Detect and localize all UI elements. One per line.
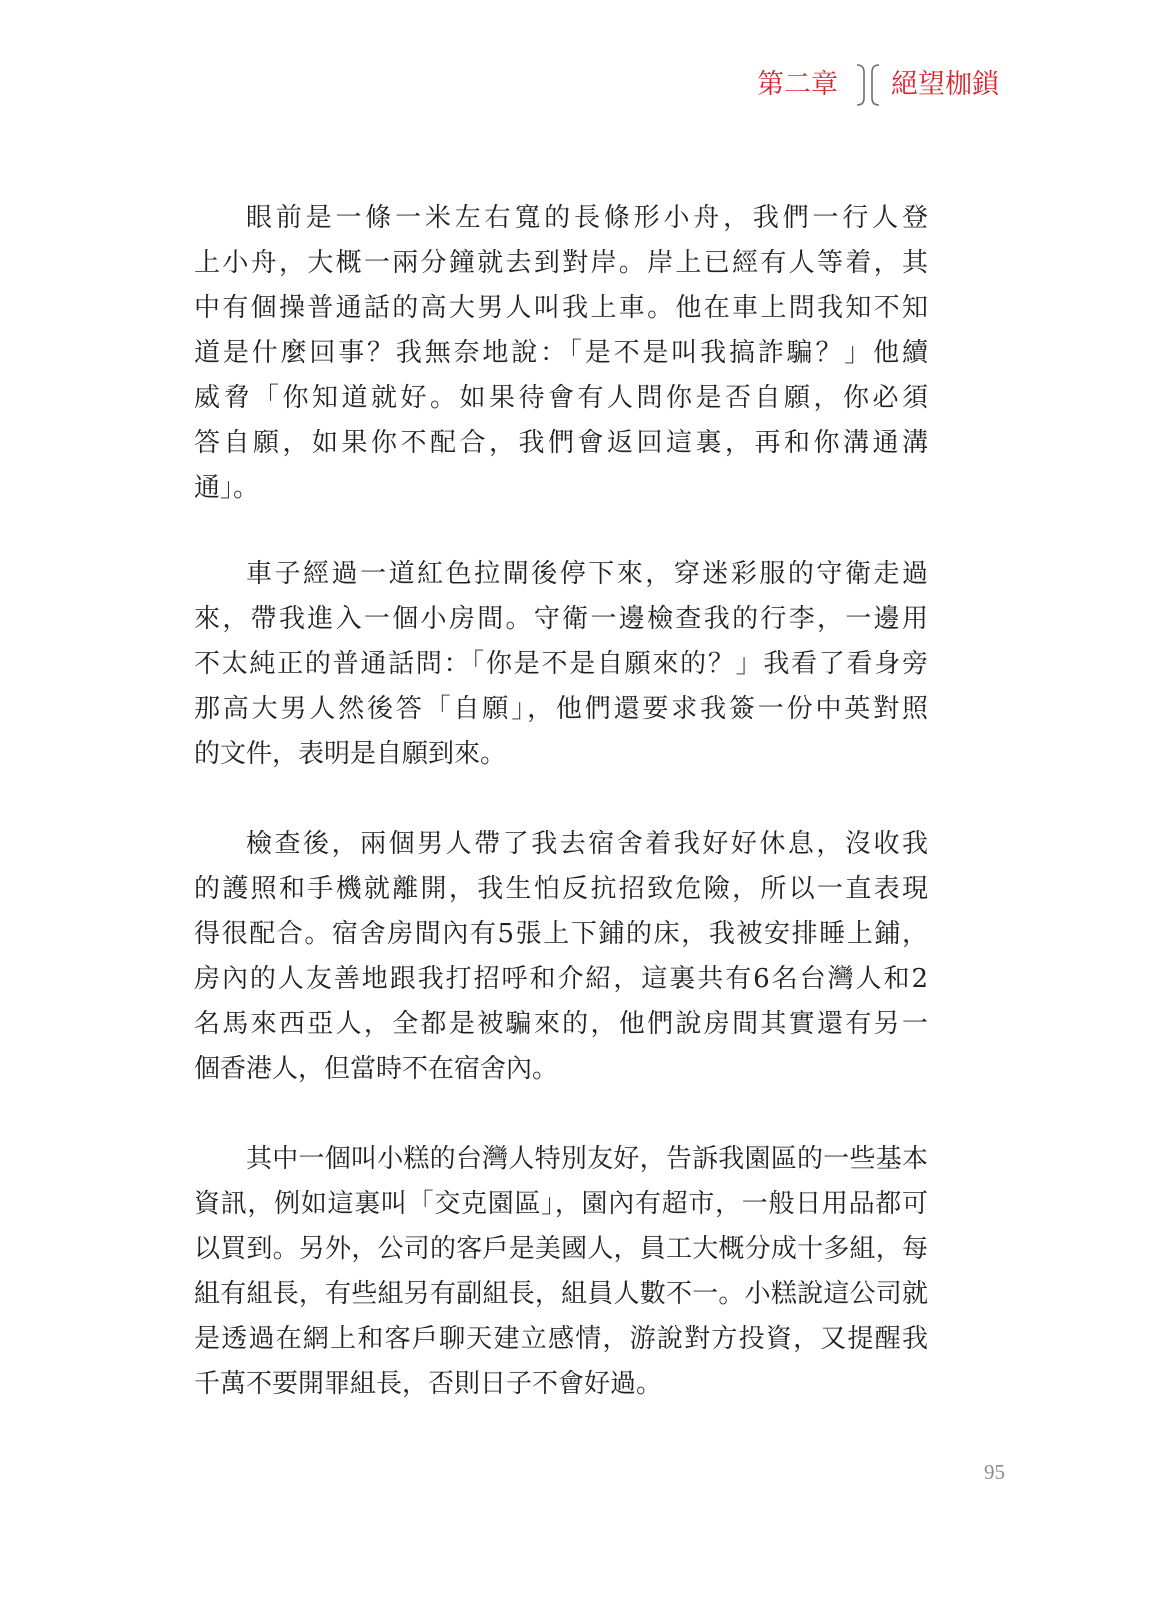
text-line: 那高大男人然後答「自願」，他們還要求我簽一份中英對照 [194,694,928,724]
text-line: 是透過在網上和客戶聊天建立感情，游說對方投資，又提醒我 [194,1324,928,1354]
text-line: 以買到。另外，公司的客戶是美國人，員工大概分成十多組，每 [194,1234,928,1264]
chapter-title: 絕望枷鎖 [891,69,999,100]
text-line: 千萬不要開罪組長，否則日子不會好過。 [194,1369,663,1399]
text-line: 來，帶我進入一個小房間。守衛一邊檢查我的行李，一邊用 [194,604,928,634]
text-line: 組有組長，有些組另有副組長，組員人數不一。小糕說這公司就 [194,1279,928,1309]
paragraph [194,822,928,1092]
text-line: 車子經過一道紅色拉閘後停下來，穿迷彩服的守衛走過 [246,559,928,589]
text-line: 個香港人，但當時不在宿舍內。 [194,1054,559,1084]
text-line: 答自願，如果你不配合，我們會返回這裏，再和你溝通溝 [194,428,928,458]
text-line: 威脅「你知道就好。如果待會有人問你是否自願，你必須 [194,383,928,413]
text-line: 得很配合。宿舍房間內有5張上下鋪的床，我被安排睡上鋪， [194,919,928,949]
text-line: 眼前是一條一米左右寬的長條形小舟，我們一行人登 [246,203,928,233]
text-line: 通」。 [194,473,260,503]
text-line: 房內的人友善地跟我打招呼和介紹，這裏共有6名台灣人和2 [194,964,928,994]
text-line: 道是什麼回事？我無奈地說：「是不是叫我搞詐騙？」他續 [194,338,928,368]
text-line: 不太純正的普通話問：「你是不是自願來的？」我看了看身旁 [194,649,928,679]
text-line: 的文件，表明是自願到來。 [194,739,507,769]
text-line: 名馬來西亞人，全都是被騙來的，他們說房間其實還有另一 [194,1009,928,1039]
paragraph [194,552,928,777]
page-number: 95 [984,1460,1005,1484]
text-line: 的護照和手機就離開，我生怕反抗招致危險，所以一直表現 [194,874,928,904]
text-line: 上小舟，大概一兩分鐘就去到對岸。岸上已經有人等着，其 [194,248,928,278]
text-line: 資訊，例如這裏叫「交克園區」，園內有超市，一般日用品都可 [194,1189,928,1219]
text-line: 檢查後，兩個男人帶了我去宿舍着我好好休息，沒收我 [246,829,928,859]
chapter-label: 第二章 [757,69,838,100]
text-line: 中有個操普通話的高大男人叫我上車。他在車上問我知不知 [194,293,928,323]
header-separator [851,62,885,108]
paragraph [194,196,928,511]
paragraph [194,1137,928,1407]
text-line: 其中一個叫小糕的台灣人特別友好，告訴我園區的一些基本 [246,1144,928,1174]
